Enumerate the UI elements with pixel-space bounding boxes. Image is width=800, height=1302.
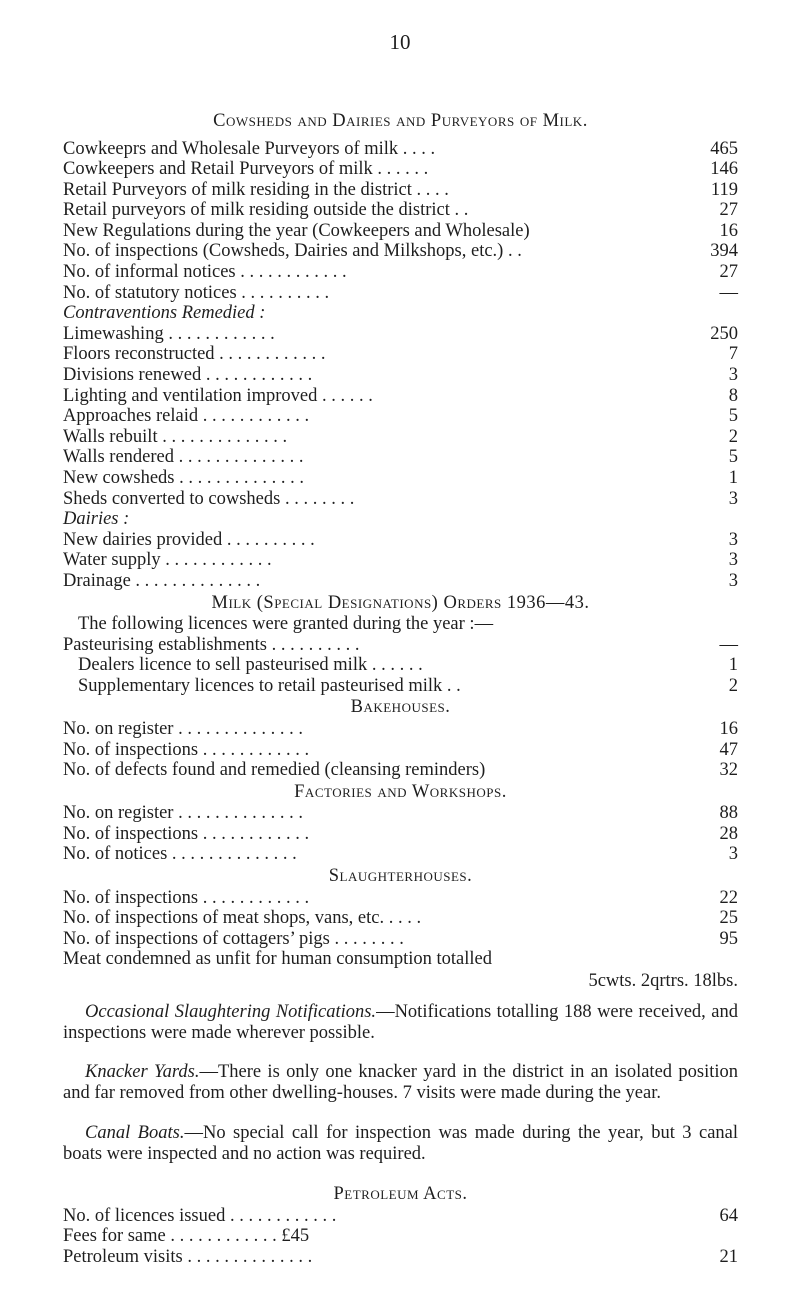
row-label: Water supply . . . . . . . . . . . . [63,550,272,571]
row-value: 1 [728,655,738,676]
row-label: Walls rebuilt . . . . . . . . . . . . . . [63,426,288,447]
row-label: No. of defects found and remedied (cleansing reminders) [63,760,486,781]
table-row [63,1247,738,1268]
table-row [63,159,738,180]
row-value: 2 [728,426,738,447]
table-row [63,139,738,160]
table-row [63,447,738,468]
row-label: Sheds converted to cowsheds . . . . . . . . [63,488,355,509]
table-row [63,655,738,676]
row-value: 8 [728,385,738,406]
table-row [63,1226,738,1247]
row-value: 465 [710,138,738,159]
bakehouses-list [63,719,738,781]
row-label: Approaches relaid . . . . . . . . . . . . [63,406,310,427]
row-label: New dairies provided . . . . . . . . . . [63,529,315,550]
table-row [63,719,738,740]
row-label: Retail Purveyors of milk residing in the district . . . . [63,179,449,200]
row-value: 1 [728,468,738,488]
table-row [63,324,738,345]
row-label: Retail purveyors of milk residing outside the district . . [63,200,469,221]
row-label: No. of notices . . . . . . . . . . . . . . [63,844,297,865]
row-label: Fees for same . . . . . . . . . . . . £45 [63,1226,310,1247]
row-label: Cowkeepers and Retail Purveyors of milk . . . . . . [63,159,429,180]
row-label: No. of inspections . . . . . . . . . . . . [63,823,310,844]
row-label: Petroleum visits . . . . . . . . . . . . . . [63,1247,313,1268]
table-row [63,908,738,929]
row-value: 394 [710,241,738,262]
paragraph-knacker-yards [63,1062,738,1104]
cowsheds-list [63,139,738,304]
factories-list [63,803,738,865]
row-value: 3 [728,844,738,865]
row-value: 7 [728,344,738,365]
table-row [63,200,738,221]
row-value: 5 [728,447,738,468]
row-value: 250 [710,323,738,344]
table-row [63,550,738,571]
cowsheds-heading: Cowsheds and Dairies and Purveyors of Milk. [213,111,588,131]
row-value: 3 [728,550,738,571]
row-value: 5 [728,406,738,427]
milk-designations-heading: Milk (Special Designations) Orders 1936—43. [211,592,590,613]
dairies-subheading: Dairies : [63,509,130,530]
row-label: New Regulations during the year (Cowkeepers and Wholesale) [63,220,530,241]
paragraph-canal-boats [63,1123,738,1165]
table-row [63,1206,738,1227]
table-row [63,427,738,448]
row-value: 2 [728,675,738,696]
row-label: Divisions renewed . . . . . . . . . . . . [63,365,313,386]
paragraph-lead: Canal Boats. [85,1122,185,1143]
table-row [63,803,738,824]
row-value: 21 [719,1247,738,1268]
row-label: Supplementary licences to retail pasteurised milk . . [78,675,461,696]
row-label: No. of licences issued . . . . . . . . . . . . [63,1205,337,1226]
meat-condemned-line: Meat condemned as unfit for human consumption totalled [63,949,492,970]
row-label: No. on register . . . . . . . . . . . . . . [63,718,303,739]
row-label: Pasteurising establishments . . . . . . . . . . [63,634,360,655]
row-label: No. of inspections of meat shops, vans, etc. . . . . [63,908,422,929]
table-row [63,676,738,697]
table-row [63,283,738,304]
row-label: No. of statutory notices . . . . . . . . . . [63,282,330,303]
row-label: No. on register . . . . . . . . . . . . . . [63,803,303,824]
table-row [63,530,738,551]
row-value: 28 [719,823,738,844]
table-row [63,824,738,845]
row-value: 27 [719,200,738,221]
row-value: 95 [719,928,738,949]
row-value: 3 [728,488,738,509]
factories-heading: Factories and Workshops. [294,781,507,802]
row-label: Floors reconstructed . . . . . . . . . . . . [63,344,326,365]
row-label: Walls rendered . . . . . . . . . . . . . . [63,447,304,468]
table-row [63,468,738,489]
table-row [63,386,738,407]
row-value: — [719,282,738,303]
slaughterhouses-list [63,888,738,950]
table-row [63,365,738,386]
row-label: Lighting and ventilation improved . . . . . . [63,385,373,406]
row-label: No. of inspections . . . . . . . . . . . . [63,887,310,908]
row-value: 3 [728,570,738,591]
table-row [63,929,738,950]
table-row [63,844,738,865]
row-label: No. of inspections (Cowsheds, Dairies and Milkshops, etc.) . . [63,241,522,262]
row-value: — [719,634,738,655]
table-row [63,489,738,510]
paragraph-lead: Occasional Slaughtering Notifications. [85,1001,377,1022]
table-row [63,221,738,242]
paragraph-lead: Knacker Yards. [85,1062,200,1083]
table-row [63,344,738,365]
document-body [63,110,738,1268]
page-number: 10 [389,30,411,54]
row-value: 3 [728,365,738,386]
table-row [63,262,738,283]
slaughterhouses-heading: Slaughterhouses. [328,866,473,886]
row-value: 88 [719,803,738,824]
row-label: Limewashing . . . . . . . . . . . . [63,323,275,344]
petroleum-list [63,1206,738,1268]
row-label: Cowkeeprs and Wholesale Purveyors of milk . . . . [63,138,436,159]
paragraph-text: —No special call for inspection was made during the year, but 3 canal boats were inspected and no action was required. [63,1122,739,1164]
table-row [63,888,738,909]
contraventions-subheading: Contraventions Remedied : [63,303,266,324]
row-value: 16 [719,220,738,241]
row-value: 22 [719,887,738,908]
paragraph-occasional-slaughtering [63,1002,738,1044]
table-row [63,740,738,761]
meat-condemned-total: 5cwts. 2qrtrs. 18lbs. [588,970,738,991]
row-label: Dealers licence to sell pasteurised milk . . . . . . [78,655,423,676]
petroleum-heading: Petroleum Acts. [333,1184,468,1205]
table-row [63,760,738,781]
row-value: 47 [719,739,738,760]
contraventions-list [63,324,738,509]
row-label: No. of inspections . . . . . . . . . . . . [63,739,310,760]
row-value: 16 [719,718,738,739]
paragraph-text: —Notifications totalling 188 were received, and inspections were made wherever possible. [63,1001,738,1043]
row-value: 64 [719,1205,738,1226]
bakehouses-heading: Bakehouses. [350,697,451,718]
table-row [63,180,738,201]
table-row [63,571,738,592]
row-label: Drainage . . . . . . . . . . . . . . [63,570,261,591]
row-value: 146 [710,159,738,180]
table-row [63,635,738,656]
row-value: 3 [728,529,738,550]
row-value: 27 [719,262,738,283]
row-value: 32 [719,760,738,781]
row-label: No. of informal notices . . . . . . . . . . . . [63,262,347,283]
row-label: No. of inspections of cottagers’ pigs . . . . . . . . [63,928,404,949]
table-row [63,241,738,262]
row-value: 119 [710,179,738,200]
paragraph-text: —There is only one knacker yard in the district in an isolated position and far removed from other dwelling-houses. 7 visits were made during the year. [63,1062,738,1104]
row-value: 25 [719,908,738,929]
row-label: New cowsheds . . . . . . . . . . . . . . [63,468,304,488]
milk-designations-intro: The following licences were granted during the year :— [78,614,494,635]
milk-designations-list [63,635,738,697]
table-row [63,406,738,427]
dairies-list [63,530,738,592]
